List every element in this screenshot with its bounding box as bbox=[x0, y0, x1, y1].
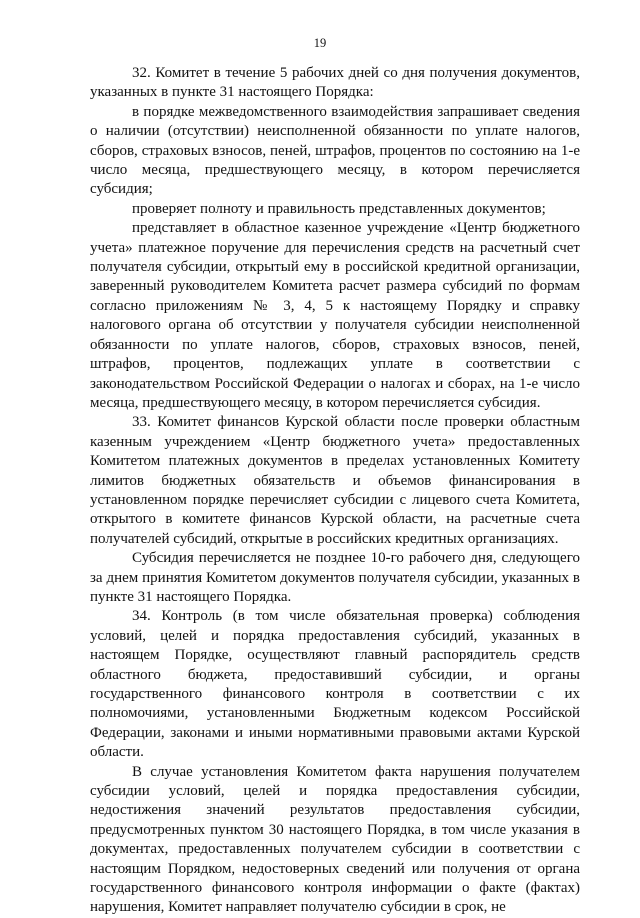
paragraph-interagency-request: в порядке межведомственного взаимодействия запрашивает сведения о наличии (отсутствии) неисполненной обязанности по уплате налогов, сборов, страховых взносов, пеней, штрафов, процентов по состоянию на 1-е число месяца, предшествующего месяцу, в котором перечисляется субсидия; bbox=[90, 103, 580, 198]
paragraph-33: 33. Комитет финансов Курской области после проверки областным казенным учреждением «Центр бюджетного учета» предоставленных Комитетом платежных документов в пределах установленных Комитету лимитов бюджетных обязательств и объемов финансирования в установленном порядке перечисляет субсидии с лицевого счета Комитета, открытого в комитете финансов Курской области, на расчетные счета получателей субсидий, открытые в российских кредитных организациях. bbox=[90, 414, 580, 547]
paragraph-violation-case: В случае установления Комитетом факта нарушения получателем субсидии условий, целей и порядка предоставления субсидии, недостижения значений результатов предоставления субсидии, предусмотренных пунктом 30 настоящего Порядка, в том числе указания в документах, предоставленных получателем субсидии в соответствии с настоящим Порядком, недостоверных сведений или получения от органа государственного финансового контроля информации о факте (фактах) нарушения, Комитет направляет получателю субсидии в срок, не bbox=[90, 763, 580, 916]
paragraph-32-intro: 32. Комитет в течение 5 рабочих дней со дня получения документов, указанных в пункте 31 настоящего Порядка: bbox=[90, 65, 580, 101]
paragraph-transfer-deadline: Субсидия перечисляется не позднее 10-го рабочего дня, следующего за днем принятия Комитетом документов получателя субсидии, указанных в пункте 31 настоящего Порядка. bbox=[90, 550, 580, 605]
document-body bbox=[90, 64, 580, 918]
paragraph-34: 34. Контроль (в том числе обязательная проверка) соблюдения условий, целей и порядка предоставления субсидий, указанных в настоящем Порядке, осуществляют главный распорядитель средств областного бюджета, предоставивший субсидии, и органы государственного финансового контроля в соответствии с их полномочиями, установленными Бюджетным кодексом Российской Федерации, законами и иными нормативными правовыми актами Курской области. bbox=[90, 608, 580, 761]
paragraph-payment-order: представляет в областное казенное учреждение «Центр бюджетного учета» платежное поручение для перечисления средств на расчетный счет получателя субсидии, открытый ему в российской кредитной организации, заверенный руководителем Комитета расчет размера субсидий по формам согласно приложениям № 3, 4, 5 к настоящему Порядку и справку налогового органа об отсутствии у получателя субсидии неисполненной обязанности по уплате налогов, сборов, страховых взносов, пеней, штрафов, процентов, подлежащих уплате в соответствии с законодательством Российской Федерации о налогах и сборах, на 1-е число месяца, предшествующего месяцу, в котором перечисляется субсидия. bbox=[90, 220, 580, 411]
page-number: 19 bbox=[313, 36, 327, 50]
paragraph-document-check: проверяет полноту и правильность представленных документов; bbox=[132, 200, 546, 217]
